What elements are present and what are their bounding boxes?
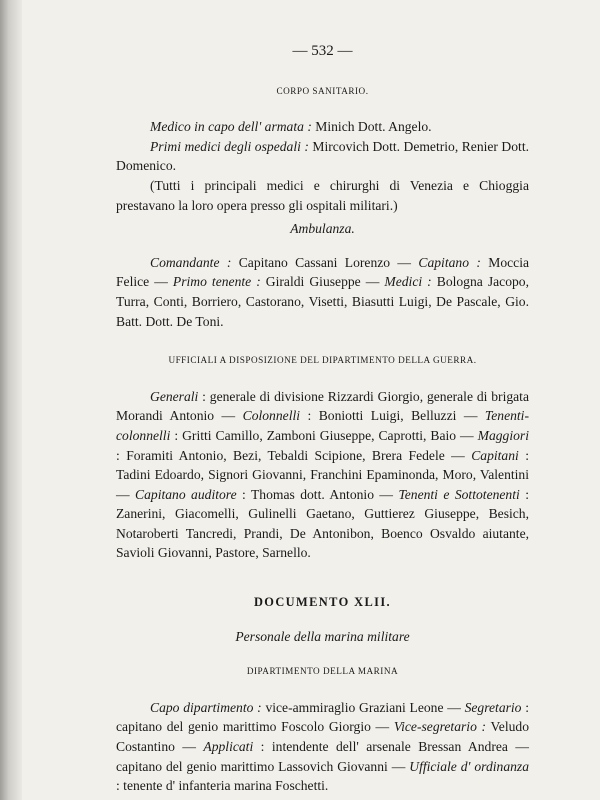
role-label: Primi medici degli ospedali : <box>150 138 309 154</box>
role-label: Capo dipartimento : <box>150 699 262 715</box>
role-label: Maggiori <box>477 427 529 443</box>
role-label: Applicati <box>203 739 254 755</box>
section-heading-corpo-sanitario: CORPO SANITARIO. <box>276 85 369 96</box>
page-number: — 532 — <box>292 43 353 59</box>
paragraph-text: : tenente d' infanteria marina Foschetti. <box>116 778 329 794</box>
role-label: Ufficiale d' ordinanza <box>409 758 530 774</box>
paragraph-text: : intendente dell' arsenale Bressan Andrea — capitano del genio marittimo Lassovich Giovanni — <box>116 739 529 774</box>
section-heading-ufficiali: UFFICIALI A DISPOSIZIONE DEL DIPARTIMENTO DELLA GUERRA. <box>168 355 477 366</box>
role-label: Colonnelli <box>242 408 301 424</box>
paragraph-text: : capitano del genio marittimo Foscolo Giorgio — <box>116 699 529 735</box>
role-label: Capitano auditore <box>135 486 237 502</box>
paragraph-text: vice-ammiraglio Graziani Leone — <box>261 699 465 715</box>
paragraph-text: : Thomas dott. Antonio — <box>236 486 399 502</box>
role-label: Tenenti-colonnelli <box>116 408 529 443</box>
paragraph-text: Giraldi Giuseppe — <box>260 274 385 290</box>
role-label: Capitani <box>471 447 519 463</box>
page-gutter-shadow <box>0 0 22 800</box>
paragraph-medico-capo <box>116 117 529 137</box>
paragraph-text: Moccia Felice — <box>116 254 530 290</box>
sub-heading-ambulanza: Ambulanza. <box>290 221 355 237</box>
paragraph-primi-medici <box>116 137 529 176</box>
section-heading-dipartimento-marina: DIPARTIMENTO DELLA MARINA <box>246 666 399 677</box>
paragraph-marina <box>116 698 529 796</box>
role-label: Medico in capo dell' armata : <box>150 119 312 135</box>
role-label: Capitano : <box>418 254 481 270</box>
paragraph-text: Bologna Jacopo, Turra, Conti, Borriero, Castorano, Visetti, Biasutti Luigi, De Pascale, Gio. Batt. Dott. De Toni. <box>116 274 530 329</box>
role-label: Tenenti e Sottotenenti <box>398 486 520 502</box>
document-heading: DOCUMENTO XLII. <box>253 595 392 610</box>
paragraph-text: : Gritti Camillo, Zamboni Giuseppe, Caprotti, Baio — <box>170 427 478 443</box>
spacer <box>116 331 529 351</box>
paragraph-text: : Zanerini, Giacomelli, Gulinelli Gaetano, Guttierez Giuseppe, Besich, Notaroberti Tancredi, Prandi, De Antonibon, Boenco Osvaldo aiutante, Savioli Giovanni, Pastore, Sarnello. <box>116 486 529 561</box>
paragraph-text: Capitano Cassani Lorenzo — <box>231 254 419 270</box>
page-content <box>116 42 529 796</box>
paragraph-text: Mircovich Dott. Demetrio, Renier Dott. Domenico. <box>116 138 529 174</box>
role-label: Vice-segretario : <box>393 719 487 735</box>
role-label: Comandante : <box>150 254 232 270</box>
role-label: Segretario <box>464 699 522 715</box>
paragraph-text: : Tadini Edoardo, Signori Giovanni, Franchini Epaminonda, Moro, Valentini — <box>116 447 529 502</box>
role-label: Generali <box>150 388 199 404</box>
role-label: Primo tenente : <box>172 274 261 290</box>
role-label: Medici : <box>384 274 432 290</box>
paragraph-text: Veludo Costantino — <box>116 719 530 755</box>
document-subtitle: Personale della marina militare <box>235 628 410 644</box>
paragraph-text: Minich Dott. Angelo. <box>311 119 432 135</box>
paragraph-note: (Tutti i principali medici e chirurghi di Venezia e Chioggia prestavano la loro opera presso gli ospitali militari.) <box>116 177 529 213</box>
paragraph-text: : generale di divisione Rizzardi Giorgio, generale di brigata Morandi Antonio — <box>116 388 529 424</box>
paragraph-ufficiali <box>116 387 529 563</box>
paragraph-text: : Foramiti Antonio, Bezi, Tebaldi Scipione, Brera Fedele — <box>116 447 472 463</box>
paragraph-text: : Boniotti Luigi, Belluzzi — <box>300 408 485 424</box>
paragraph-ambulanza <box>116 253 529 331</box>
